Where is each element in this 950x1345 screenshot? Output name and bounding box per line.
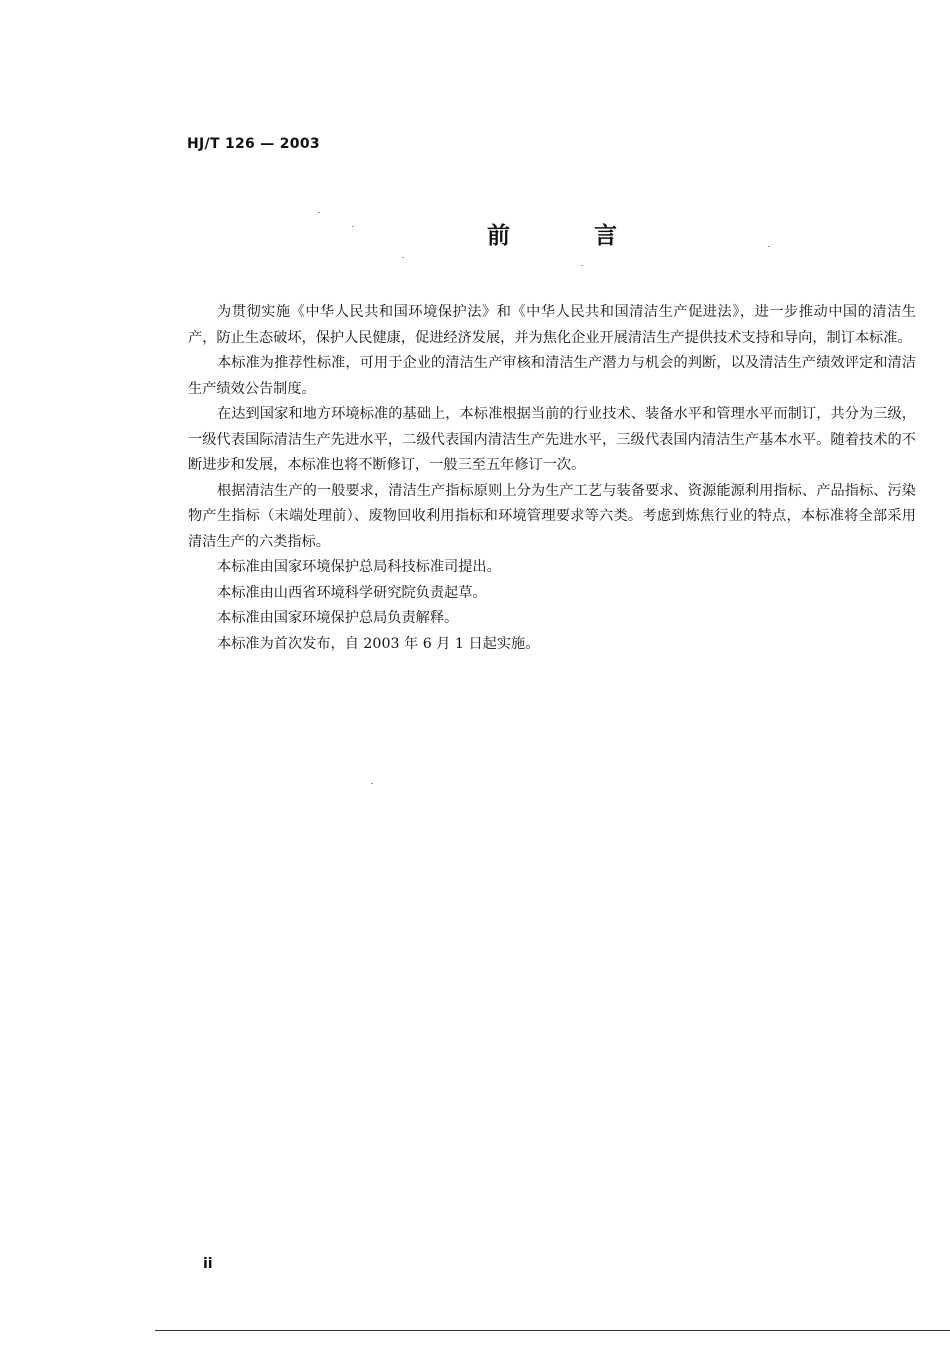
paragraph-indicators: 根据清洁生产的一般要求，清洁生产指标原则上分为生产工艺与装备要求、资源能源利用指标、产品指标、污染物产生指标（末端处理前）、废物回收利用指标和环境管理要求等六类。考虑到炼焦行业的特点，本标准将全部采用清洁生产的六类指标。	[188, 482, 916, 550]
paragraph-interpreter: 本标准由国家环境保护总局负责解释。	[217, 610, 459, 626]
paragraph-purpose: 为贯彻实施《中华人民共和国环境保护法》和《中华人民共和国清洁生产促进法》，进一步推动中国的清洁生产，防止生态破坏，保护人民健康，促进经济发展，并为焦化企业开展清洁生产提供技术支持和导向，制订本标准。	[188, 304, 916, 346]
scan-speck	[318, 212, 320, 213]
paragraph-proposer: 本标准由国家环境保护总局科技标准司提出。	[217, 559, 501, 575]
paragraph-nature: 本标准为推荐性标准，可用于企业的清洁生产审核和清洁生产潜力与机会的判断，以及清洁生产绩效评定和清洁生产绩效公告制度。	[188, 355, 916, 397]
page-title	[487, 217, 617, 250]
page-number: ii	[203, 1256, 213, 1272]
bottom-rule	[155, 1330, 950, 1331]
title-char-1: 前	[487, 223, 510, 249]
paragraph-drafter: 本标准由山西省环境科学研究院负责起草。	[217, 584, 487, 601]
title-char-2: 言	[594, 223, 617, 249]
scan-speck	[581, 265, 583, 266]
scan-speck	[768, 246, 770, 247]
scan-speck	[371, 783, 373, 784]
scan-speck	[352, 226, 354, 227]
paragraph-levels: 在达到国家和地方环境标准的基础上，本标准根据当前的行业技术、装备水平和管理水平而制订，共分为三级，一级代表国际清洁生产先进水平，二级代表国内清洁生产先进水平，三级代表国内清洁生产基本水平。随着技术的不断进步和发展，本标准也将不断修订，一般三至五年修订一次。	[188, 406, 916, 473]
foreword-body	[188, 300, 916, 657]
scan-speck	[402, 257, 404, 258]
standard-code: HJ/T 126 — 2003	[187, 136, 320, 152]
paragraph-effective-date: 本标准为首次发布，自 2003 年 6 月 1 日起实施。	[217, 635, 540, 652]
